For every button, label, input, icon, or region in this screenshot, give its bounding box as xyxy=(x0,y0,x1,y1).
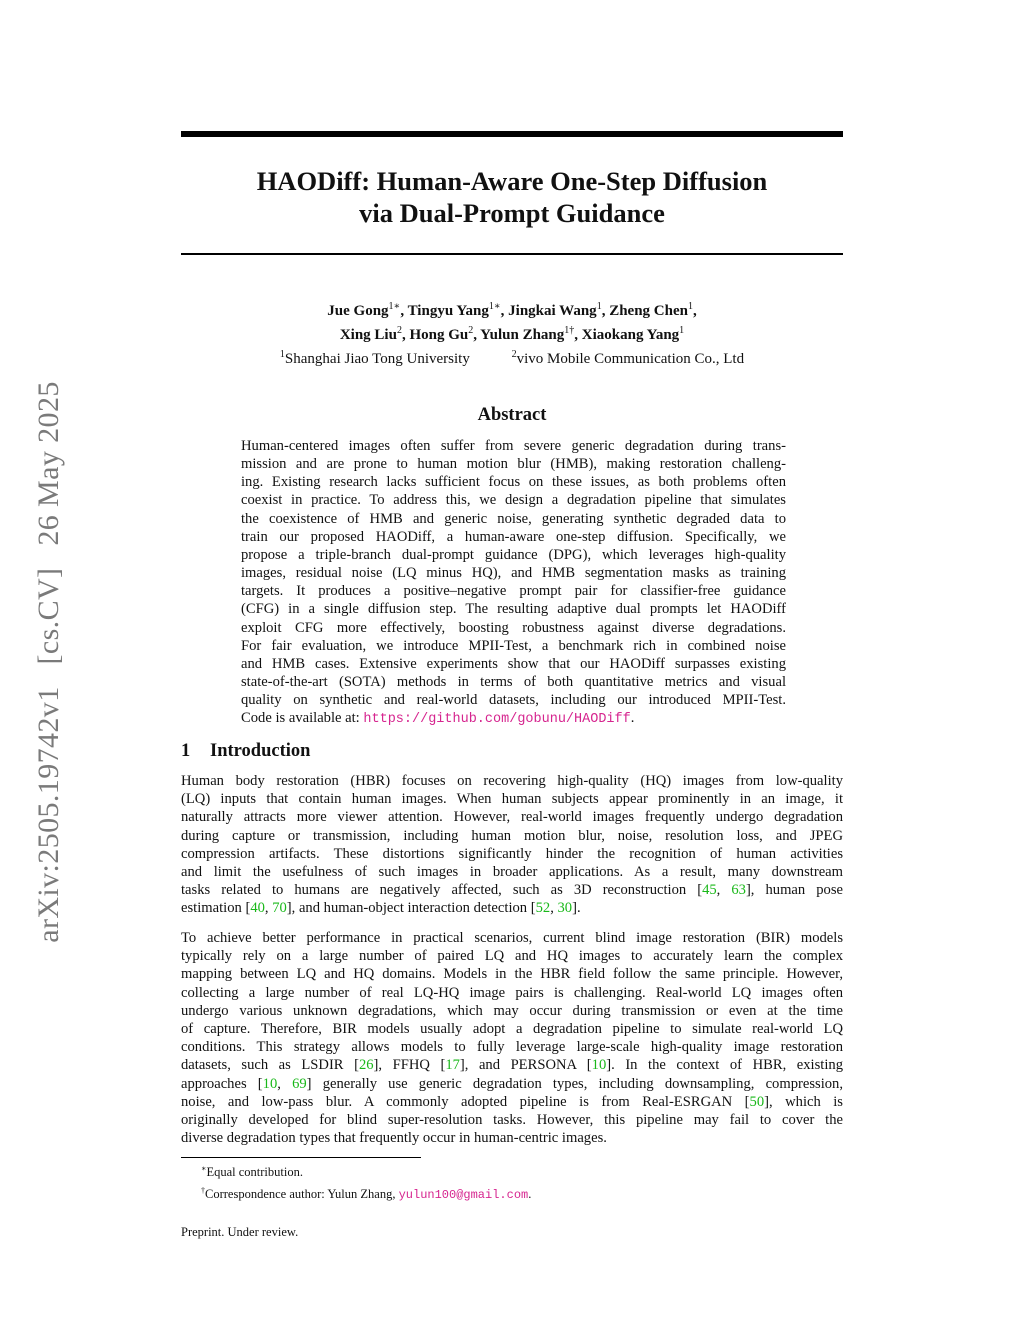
affiliation-2 xyxy=(512,351,745,367)
paragraph-line: undergo various unknown degradations, which may occur during transmission or even at the time xyxy=(181,1002,843,1019)
paragraph-line: compression artifacts. These distortions significantly hinder the recognition of human activities xyxy=(181,845,843,862)
paragraph-line: originally developed for blind super-resolution tasks. However, this pipeline may fail to cover the xyxy=(181,1112,843,1129)
affiliation-1 xyxy=(280,351,470,367)
text-run: datasets, such as LSDIR [ xyxy=(181,1057,359,1074)
paragraph-line: typically rely on a large number of paired LQ and HQ images to accurately learn the complex xyxy=(181,948,843,965)
paragraph-line: conditions. This strategy allows models to fully leverage large-scale high-quality image restoration xyxy=(181,1039,843,1056)
title-top-rule xyxy=(181,131,843,137)
footnote-equal-contribution xyxy=(181,1160,531,1182)
abstract-line: train our proposed HAODiff, a human-aware one-step diffusion. Specifically, we xyxy=(241,528,786,545)
abstract-line: and HMB cases. Extensive experiments show that our HAODiff surpasses existing xyxy=(241,655,786,672)
text-run: approaches [ xyxy=(181,1075,263,1092)
citation-link[interactable]: 50 xyxy=(749,1093,765,1110)
footnote-text: Correspondence author: Yulun Zhang, xyxy=(205,1186,399,1201)
paragraph-line: of capture. Therefore, BIR models usually adopt a degradation pipeline to simulate real-world LQ xyxy=(181,1021,843,1038)
abstract-line: state-of-the-art (SOTA) methods in terms of both quantitative metrics and visual xyxy=(241,674,786,691)
footnote-mark: † xyxy=(201,1185,205,1195)
text-run: ], and human-object interaction detection [ xyxy=(286,900,536,917)
abstract-line: Human-centered images often suffer from severe generic degradation during trans- xyxy=(241,438,786,454)
arxiv-id: arXiv:2505.19742v1 xyxy=(32,686,65,943)
footnote-suffix: . xyxy=(528,1186,532,1201)
email-link[interactable]: yulun100@gmail.com xyxy=(398,1187,529,1202)
text-run: tasks related to humans are negatively affected, such as 3D reconstruction [ xyxy=(181,882,703,899)
citation-link[interactable]: 70 xyxy=(272,900,287,917)
paragraph-line: (LQ) inputs that contain human images. When human subjects appear prominently in an image, it xyxy=(181,791,843,808)
text-run: ], and PERSONA [ xyxy=(459,1057,592,1074)
author-affil-mark: 1 xyxy=(679,325,685,336)
footnote-text: Equal contribution. xyxy=(206,1165,303,1180)
title-line-1: HAODiff: Human-Aware One-Step Diffusion xyxy=(256,166,768,196)
citation-link[interactable]: 26 xyxy=(358,1057,374,1074)
footnote-correspondence xyxy=(181,1182,531,1205)
paragraph-line: naturally attracts more viewer attention. However, real-world images frequently undergo degradation xyxy=(181,809,843,826)
text-run: ]. In the context of HBR, existing xyxy=(606,1057,843,1074)
footnotes xyxy=(181,1160,531,1204)
abstract-code-line xyxy=(241,709,786,729)
paragraph-line xyxy=(181,881,843,899)
paragraph-line xyxy=(181,899,843,917)
paragraph-line: To achieve better performance in practical scenarios, current blind image restoration (BIR) models xyxy=(181,930,843,946)
author-name: Hong Gu xyxy=(409,327,469,343)
citation-link[interactable]: 10 xyxy=(591,1057,607,1074)
paragraph-line xyxy=(181,1075,843,1093)
author-affil-mark: 1† xyxy=(564,325,575,336)
abstract-body xyxy=(241,437,786,730)
text-run: estimation [ xyxy=(181,900,251,917)
paragraph-line: and limit the usefulness of such images in broader applications. As a result, many downstream xyxy=(181,864,843,881)
author-name: Jingkai Wang xyxy=(508,303,597,319)
paragraph-line: mapping between LQ and HQ domains. Models in the HBR field follow the same principle. However, xyxy=(181,966,843,983)
text-run: , xyxy=(277,1075,293,1092)
author-line-2: Xing Liu$^2$, Hong Gu$^2$, Yulun Zhang$^{1\dagger}$, Xiaokang Yang$^1$ xyxy=(339,325,685,343)
abstract-line: For fair evaluation, we introduce MPII-Test, a benchmark rich in combined noise xyxy=(241,637,786,654)
section-heading-introduction xyxy=(181,741,310,762)
author-name: Jue Gong xyxy=(327,303,389,319)
code-prefix: Code is available at: xyxy=(241,710,364,727)
abstract-line: targets. It produces a positive–negative prompt pair for classifier-free guidance xyxy=(241,583,786,600)
title-line-2: via Dual-Prompt Guidance xyxy=(359,198,665,228)
citation-link[interactable]: 10 xyxy=(262,1075,278,1092)
author-name: Xiaokang Yang xyxy=(581,327,680,343)
text-run: noise, and low-pass blur. A commonly adopted pipeline is from Real-ESRGAN [ xyxy=(181,1093,750,1110)
arxiv-sidebar-stamp xyxy=(32,381,66,943)
text-run: , xyxy=(550,900,558,917)
abstract-line: exploit CFG more effectively, boosting robustness against diverse degradations. xyxy=(241,619,786,636)
author-line-1: Jue Gong$^{1∗}$, Tingyu Yang$^{1∗}$, Jingkai Wang$^1$, Zheng Chen$^1$, xyxy=(327,301,697,319)
preprint-notice: Preprint. Under review. xyxy=(181,1225,299,1239)
author-name: Yulun Zhang xyxy=(480,327,565,343)
abstract-line: quality on synthetic and real-world datasets, including our introduced MPII-Test. xyxy=(241,692,786,709)
affil-name: Shanghai Jiao Tong University xyxy=(284,351,470,367)
footnote-mark: ∗ xyxy=(201,1164,207,1173)
arxiv-date: 26 May 2025 xyxy=(32,381,65,546)
section-title: Introduction xyxy=(210,741,311,761)
code-suffix: . xyxy=(630,710,635,727)
text-run: ], human pose xyxy=(745,882,843,899)
affil-mark: 1 xyxy=(279,349,285,360)
paragraph-line xyxy=(181,1056,843,1074)
text-run: ] generally use generic degradation types, including downsampling, compression, xyxy=(306,1075,843,1092)
author-name: Tingyu Yang xyxy=(407,303,489,319)
author-affil-mark: 2 xyxy=(468,325,474,336)
arxiv-category: [cs.CV] xyxy=(32,567,65,665)
footnote-rule xyxy=(181,1157,421,1158)
citation-link[interactable]: 30 xyxy=(557,900,573,917)
intro-paragraph-1 xyxy=(181,772,843,918)
paragraph-line xyxy=(181,1093,843,1111)
abstract-line: propose a triple-branch dual-prompt guidance (DPG), which leverages high-quality xyxy=(241,546,786,563)
text-run: , xyxy=(264,900,273,917)
paragraph-line: Human body restoration (HBR) focuses on recovering high-quality (HQ) images from low-quality xyxy=(181,773,843,789)
paragraph-line: collecting a large number of real LQ-HQ image pairs is challenging. Real-world LQ images often xyxy=(181,984,843,1001)
text-run: ], FFHQ [ xyxy=(373,1057,446,1074)
abstract-line: coexist in practice. To address this, we design a degradation pipeline that simulates xyxy=(241,492,786,509)
citation-link[interactable]: 63 xyxy=(731,882,746,899)
abstract-line: ing. Existing research lacks sufficient focus on these issues, as both problems often xyxy=(241,474,786,491)
abstract-heading: Abstract xyxy=(477,405,547,425)
citation-link[interactable]: 17 xyxy=(445,1057,460,1074)
abstract-line: (CFG) in a single diffusion step. The resulting adaptive dual prompts let HAODiff xyxy=(241,601,786,618)
author-affil-mark: 1∗ xyxy=(488,301,501,312)
citation-link[interactable]: 40 xyxy=(250,900,265,917)
text-run: ]. xyxy=(572,900,581,917)
paper-title xyxy=(181,165,843,229)
affil-mark: 2 xyxy=(511,349,517,360)
abstract-line: the coexistence of HMB and generic noise, generating synthetic degraded data to xyxy=(241,510,786,527)
author-affil-mark: 2 xyxy=(396,325,402,336)
text-run: , xyxy=(716,882,732,899)
author-affil-mark: 1∗ xyxy=(388,301,401,312)
section-number: 1 xyxy=(181,741,191,761)
affil-name: vivo Mobile Communication Co., Ltd xyxy=(516,351,745,367)
author-affil-mark: 1 xyxy=(596,301,602,312)
affiliations xyxy=(181,345,843,369)
abstract-line: mission and are prone to human motion blur (HMB), making restoration challeng- xyxy=(241,456,786,473)
title-bottom-rule xyxy=(181,253,843,255)
citation-link[interactable]: 69 xyxy=(292,1075,307,1092)
author-affil-mark: 1 xyxy=(687,301,693,312)
author-name: Xing Liu xyxy=(339,327,397,343)
paragraph-line: during capture or transmission, including human motion blur, noise, resolution loss, and JPEG xyxy=(181,827,843,844)
paragraph-line: diverse degradation types that frequently occur in human-centric images. xyxy=(181,1130,607,1147)
author-block xyxy=(181,297,843,369)
citation-link[interactable]: 52 xyxy=(535,900,551,917)
code-link[interactable]: https://github.com/gobunu/HAODiff xyxy=(363,712,631,728)
citation-link[interactable]: 45 xyxy=(702,882,717,899)
intro-paragraph-2 xyxy=(181,929,843,1147)
abstract-line: images, residual noise (LQ minus HQ), and HMB segmentation masks as training xyxy=(241,565,786,582)
text-run: ], which is xyxy=(764,1093,843,1110)
author-name: Zheng Chen xyxy=(609,303,688,319)
